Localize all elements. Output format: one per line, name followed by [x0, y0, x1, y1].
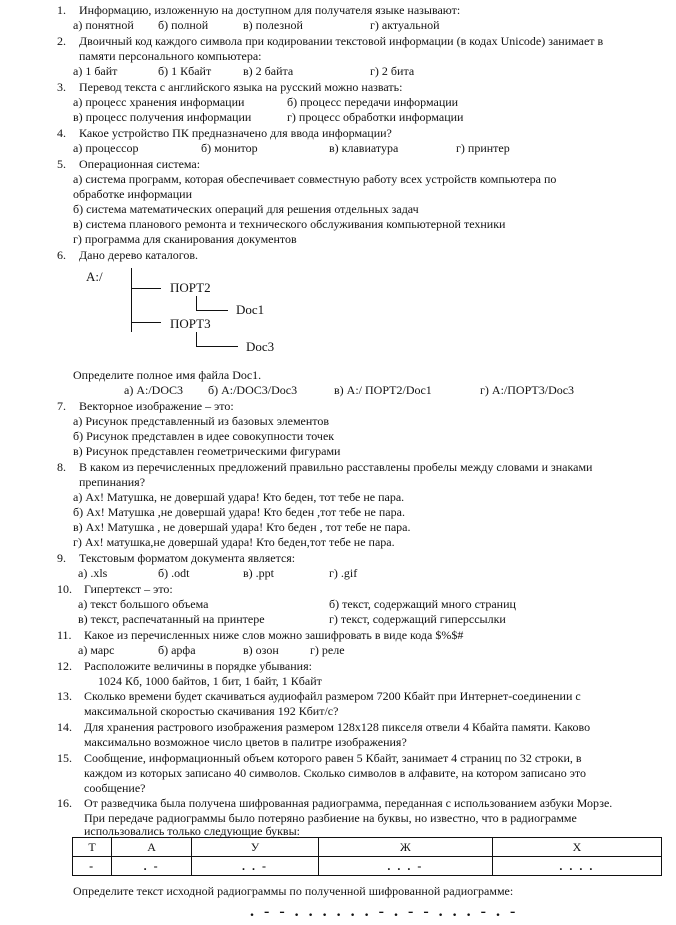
- q2-option: а) 1 байт: [73, 64, 118, 78]
- q2-option: б) 1 Кбайт: [158, 64, 212, 78]
- q14-text: Для хранения растрового изображения размером 128x128 пикселя отвели 4 Кбайта памяти. Каково: [84, 720, 591, 734]
- q8-text: препинания?: [79, 475, 146, 489]
- q5-option: г) программа для сканирования документов: [73, 232, 297, 246]
- q12-values: 1024 Кб, 1000 байтов, 1 бит, 1 байт, 1 Кбайт: [98, 674, 322, 688]
- tree-folder-port3: ПОРТ3: [170, 316, 211, 331]
- q4-option: а) процессор: [73, 141, 139, 155]
- q8-option: г) Ах! матушка,не довершай удара! Кто беден,тот тебе не пара.: [73, 535, 395, 549]
- q5-number: 5.: [57, 157, 66, 171]
- tree-folder-port2: ПОРТ2: [170, 280, 211, 295]
- q12-text: Расположите величины в порядке убывания:: [84, 659, 312, 673]
- q13-text: Сколько времени будет скачиваться аудиофайл размером 7200 Кбайт при Интернет-соединении с: [84, 689, 581, 703]
- q8-number: 8.: [57, 460, 66, 474]
- q1-option: в) полезной: [243, 18, 303, 32]
- q16-text: От разведчика была получена шифрованная радиограмма, переданная с использованием азбуки Морзе.: [84, 796, 613, 810]
- morse-code-table: [72, 837, 662, 876]
- morse-letter: Ж: [318, 838, 492, 857]
- q2-text: Двоичный код каждого символа при кодировании текстовой информации (в кодах Unicode) занимает в: [79, 34, 604, 48]
- q1-option: а) понятной: [73, 18, 134, 32]
- morse-code: . -: [112, 857, 192, 876]
- q13-text: максимальной скоростью скачивания 192 Кбит/с?: [84, 704, 339, 718]
- morse-letter: А: [112, 838, 192, 857]
- q8-option: б) Ах! Матушка ,не довершай удара! Кто беден ,тот тебе не пара.: [73, 505, 405, 519]
- q8-option: а) Ах! Матушка, не довершай удара! Кто беден, тот тебе не пара.: [73, 490, 405, 504]
- q11-number: 11.: [57, 628, 72, 642]
- q6-question: Определите полное имя файла Doc1.: [73, 368, 262, 382]
- q9-number: 9.: [57, 551, 66, 565]
- morse-letter: Х: [492, 838, 661, 857]
- q1-option: г) актуальной: [370, 18, 440, 32]
- morse-codes-row: [73, 857, 662, 876]
- morse-code: . . . .: [492, 857, 661, 876]
- q5-option: б) система математических операций для решения отдельных задач: [73, 202, 419, 216]
- q7-option: а) Рисунок представленный из базовых элементов: [73, 414, 330, 428]
- q1-number: 1.: [57, 3, 66, 17]
- q3-option: а) процесс хранения информации: [73, 95, 245, 109]
- q6-option: а) A:/DOC3: [124, 383, 183, 397]
- q2-option: в) 2 байта: [243, 64, 294, 78]
- q4-number: 4.: [57, 126, 66, 140]
- q6-option: б) A:/DOC3/Doc3: [208, 383, 298, 397]
- tree-branch-line: [196, 346, 238, 347]
- tree-file-doc3: Doc3: [246, 339, 275, 354]
- tree-file-doc1: Doc1: [236, 302, 265, 317]
- q7-text: Векторное изображение – это:: [79, 399, 234, 413]
- q11-text: Какое из перечисленных ниже слов можно зашифровать в виде кода $%$#: [84, 628, 464, 642]
- q5-option: в) система планового ремонта и технического обслуживания компьютерной техники: [73, 217, 506, 231]
- q2-option: г) 2 бита: [370, 64, 415, 78]
- q11-option: б) арфа: [158, 643, 196, 657]
- tree-branch-line: [131, 288, 161, 289]
- q9-option: г) .gif: [329, 566, 358, 580]
- morse-code: . . -: [192, 857, 319, 876]
- q16-question: Определите текст исходной радиограммы по полученной шифрованной радиограмме:: [73, 884, 514, 898]
- q4-option: в) клавиатура: [329, 141, 399, 155]
- q5-option: а) система программ, которая обеспечивает совместную работу всех устройств компьютера по: [73, 172, 557, 186]
- q3-option: в) процесс получения информации: [73, 110, 252, 124]
- morse-code: -: [73, 857, 112, 876]
- morse-letter: У: [192, 838, 319, 857]
- q3-option: г) процесс обработки информации: [287, 110, 464, 124]
- q3-number: 3.: [57, 80, 66, 94]
- q10-option: в) текст, распечатанный на принтере: [78, 612, 265, 626]
- q2-number: 2.: [57, 34, 66, 48]
- q10-text: Гипертекст – это:: [84, 582, 173, 596]
- q15-number: 15.: [57, 751, 72, 765]
- q1-option: б) полной: [158, 18, 209, 32]
- q4-option: б) монитор: [201, 141, 258, 155]
- q3-option: б) процесс передачи информации: [287, 95, 459, 109]
- q6-option: в) A:/ ПОРТ2/Doc1: [334, 383, 432, 397]
- tree-root: A:/: [86, 269, 103, 284]
- q3-text: Перевод текста с английского языка на русский можно назвать:: [79, 80, 403, 94]
- q6-option: г) A:/ПОРТ3/Doc3: [480, 383, 575, 397]
- q10-option: б) текст, содержащий много страниц: [329, 597, 516, 611]
- morse-letters-row: [73, 838, 662, 857]
- q13-number: 13.: [57, 689, 72, 703]
- q12-number: 12.: [57, 659, 72, 673]
- q15-text: Сообщение, информационный объем которого равен 5 Кбайт, занимает 4 страниц по 32 строки, в: [84, 751, 582, 765]
- q10-option: г) текст, содержащий гиперссылки: [329, 612, 506, 626]
- q14-text: максимально возможное число цветов в палитре изображения?: [84, 735, 407, 749]
- morse-message: . - - . . . . . . - . - - . . . - . -: [250, 903, 519, 920]
- q16-number: 16.: [57, 796, 72, 810]
- q9-option: б) .odt: [158, 566, 190, 580]
- tree-branch-line: [196, 310, 228, 311]
- q4-text: Какое устройство ПК предназначено для ввода информации?: [79, 126, 392, 140]
- q15-text: сообщение?: [84, 781, 146, 795]
- q9-option: а) .xls: [78, 566, 108, 580]
- q7-option: б) Рисунок представлен в идее совокупности точек: [73, 429, 335, 443]
- q7-option: в) Рисунок представлен геометрическими фигурами: [73, 444, 341, 458]
- morse-code: . . . -: [318, 857, 492, 876]
- q10-option: а) текст большого объема: [78, 597, 209, 611]
- q8-option: в) Ах! Матушка , не довершай удара! Кто беден , тот тебе не пара.: [73, 520, 411, 534]
- q4-option: г) принтер: [456, 141, 510, 155]
- q8-text: В каком из перечисленных предложений правильно расставлены пробелы между словами и знаками: [79, 460, 593, 474]
- q2-text: памяти персонального компьютера:: [79, 49, 262, 63]
- q11-option: в) озон: [243, 643, 279, 657]
- q6-number: 6.: [57, 248, 66, 262]
- q10-number: 10.: [57, 582, 72, 596]
- tree-branch-line: [131, 322, 161, 323]
- q16-text: использовались только следующие буквы:: [84, 826, 300, 837]
- tree-branch-line: [196, 332, 197, 346]
- q5-option: обработке информации: [73, 187, 193, 201]
- q1-text: Информацию, изложенную на доступном для получателя языке называют:: [79, 3, 461, 17]
- morse-letter: Т: [73, 838, 112, 857]
- q15-text: каждом из которых записано 40 символов. Сколько символов в алфавите, на котором записано это: [84, 766, 586, 780]
- q9-option: в) .ppt: [243, 566, 274, 580]
- q5-text: Операционная система:: [79, 157, 201, 171]
- q7-number: 7.: [57, 399, 66, 413]
- q11-option: г) реле: [310, 643, 345, 657]
- tree-branch-line: [196, 296, 197, 310]
- q16-text: При передаче радиограммы было потеряно разбиение на буквы, но известно, что в радиограмме: [84, 811, 577, 825]
- q11-option: а) марс: [78, 643, 115, 657]
- q14-number: 14.: [57, 720, 72, 734]
- q9-text: Текстовым форматом документа является:: [79, 551, 296, 565]
- q6-text: Дано дерево каталогов.: [79, 248, 199, 262]
